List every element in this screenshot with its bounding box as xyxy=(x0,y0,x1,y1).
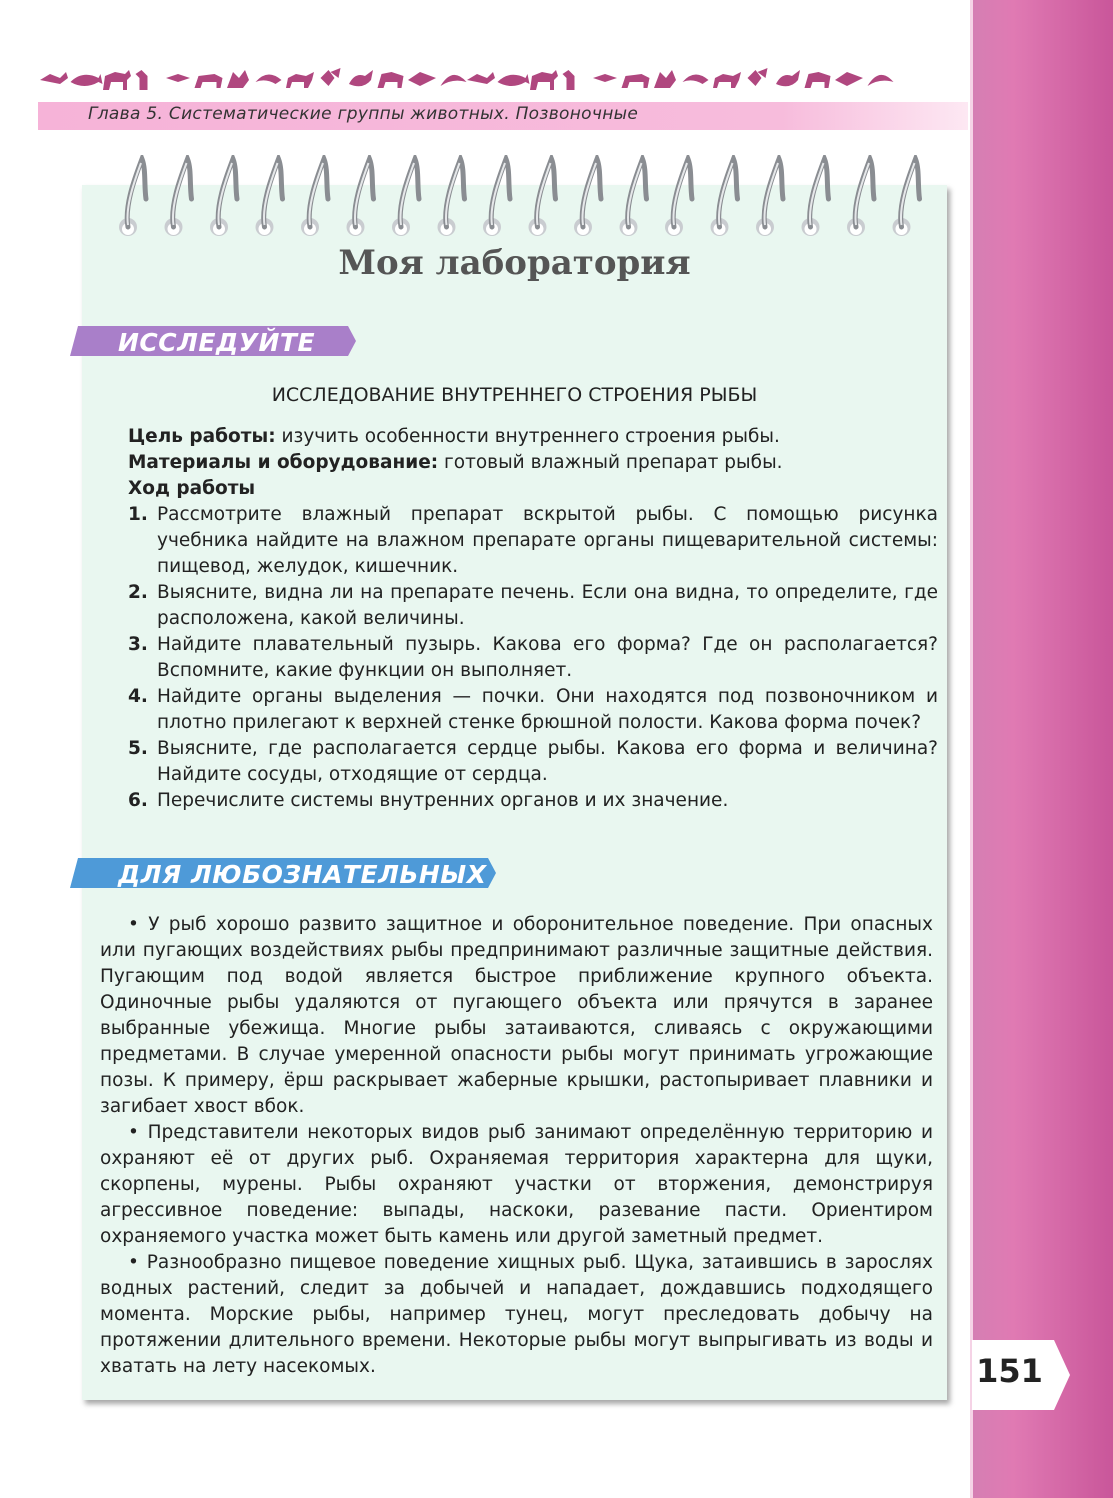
curious-banner xyxy=(70,858,500,888)
goal-text: изучить особенности внутреннего строения рыбы. xyxy=(275,426,780,447)
spiral-coil xyxy=(620,159,647,236)
spiral-coil xyxy=(711,159,738,236)
spiral-coil xyxy=(802,159,829,236)
chapter-header: Глава 5. Систематические группы животных. Позвоночные xyxy=(88,104,639,124)
lab-title: Моя лаборатория xyxy=(338,243,691,283)
procedure-step: 6. Перечислите системы внутренних органов и их значение. xyxy=(128,790,729,811)
spiral-coil xyxy=(347,159,374,236)
spiral-coil xyxy=(210,159,237,236)
research-banner-label: ИССЛЕДУЙТЕ xyxy=(118,328,316,357)
spiral-coil xyxy=(119,159,146,236)
spiral-coil xyxy=(438,159,465,236)
page-edge-line xyxy=(970,0,973,1498)
procedure-heading: Ход работы xyxy=(128,478,256,499)
goal-label: Цель работы: xyxy=(128,426,276,447)
research-banner xyxy=(70,326,360,356)
lab-subtitle: ИССЛЕДОВАНИЕ ВНУТРЕННЕГО СТРОЕНИЯ РЫБЫ xyxy=(271,384,758,406)
spiral-coil xyxy=(165,159,192,236)
materials-text: готовый влажный препарат рыбы. xyxy=(438,452,783,473)
spiral-coil xyxy=(256,159,283,236)
spiral-coil xyxy=(392,159,419,236)
spiral-coil xyxy=(893,159,920,236)
curious-paragraph: • У рыб хорошо развито защитное и оборонительное поведение. При опасных или пугающих воздействиях рыбы предпринимают различные защитные действия. Пугающим под водой является быстрое приближение крупного объекта. Одиночные рыбы удаляются от пугающего объекта или прячутся в заранее выбранные убежища. Многие рыбы затаиваются, сливаясь с окружающими предметами. В случае умеренной опасности рыбы могут принимать угрожающие позы. К примеру, ёрш раскрывает жаберные крышки, растопыривает плавники и загибает хвост вбок. xyxy=(100,914,933,1117)
spiral-binding xyxy=(110,155,940,245)
page-edge-decoration xyxy=(970,0,1113,1498)
procedure-step: 2. Выясните, видна ли на препарате печень. Если она видна, то определите, где расположена, какой величины. xyxy=(128,582,938,629)
page-number: 151 xyxy=(976,1352,1043,1390)
curious-paragraph: • Разнообразно пищевое поведение хищных рыб. Щука, затаившись в зарослях водных растений, следит за добычей и нападает, дождавшись подходящего момента. Морские рыбы, например тунец, могут преследовать добычу на протяжении длительного времени. Некоторые рыбы могут выпрыгивать из воды и хватать на лету насекомых. xyxy=(100,1252,933,1377)
curious-text xyxy=(100,912,933,1380)
spiral-coil xyxy=(301,159,328,236)
spiral-coil xyxy=(483,159,510,236)
materials-line xyxy=(128,450,783,476)
materials-label: Материалы и оборудование: xyxy=(128,452,439,473)
procedure-step: 5. Выясните, где располагается сердце рыбы. Какова его форма и величина? Найдите сосуды, отходящие от сердца. xyxy=(128,738,938,785)
procedure-steps xyxy=(128,502,938,814)
procedure-step: 1. Рассмотрите влажный препарат вскрытой рыбы. С помощью рисунка учебника найдите на влажном препарате органы пищеварительной системы: пищевод, желудок, кишечник. xyxy=(128,504,938,577)
spiral-coil xyxy=(529,159,556,236)
procedure-step: 3. Найдите плавательный пузырь. Какова его форма? Где он располагается? Вспомните, какие функции он выполняет. xyxy=(128,634,938,681)
spiral-coil xyxy=(574,159,601,236)
spiral-coil xyxy=(847,159,874,236)
curious-paragraph: • Представители некоторых видов рыб занимают определённую территорию и охраняют её от других рыб. Охраняемая территория характерна для щуки, скорпены, мурены. Рыбы охраняют участки от вторжения, демонстрируя агрессивное поведение: выпады, наскоки, разевание пасти. Ориентиром охраняемого участка может быть камень или другой заметный предмет. xyxy=(100,1122,933,1247)
goal-line xyxy=(128,424,780,450)
animal-silhouettes-strip xyxy=(40,62,900,96)
curious-banner-label: ДЛЯ ЛЮБОЗНАТЕЛЬНЫХ xyxy=(118,860,487,889)
procedure-step: 4. Найдите органы выделения — почки. Они находятся под позвоночником и плотно прилегают к верхней стенке брюшной полости. Какова форма почек? xyxy=(128,686,938,733)
spiral-coil xyxy=(756,159,783,236)
spiral-coil xyxy=(665,159,692,236)
